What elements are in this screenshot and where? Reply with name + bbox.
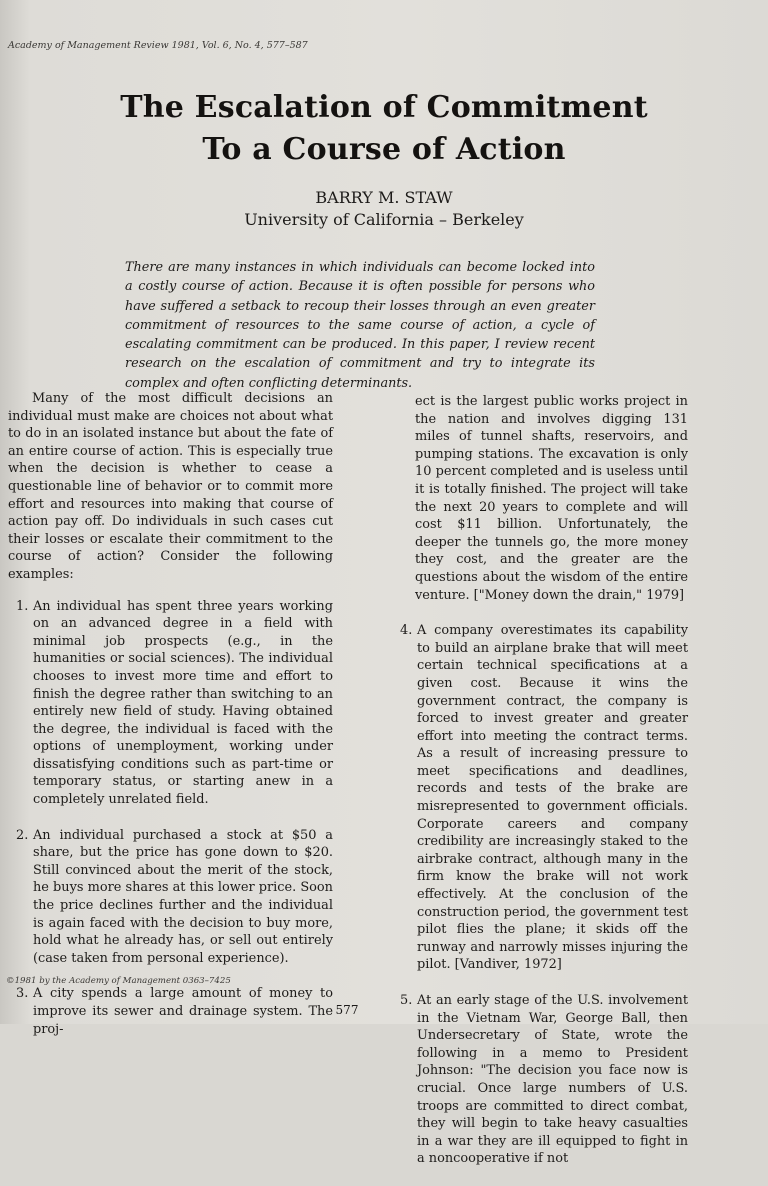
copyright-footnote: ©1981 by the Academy of Management 0363–7425 (6, 976, 231, 986)
list-item (392, 622, 688, 974)
page-number: 577 (335, 1003, 359, 1017)
list-number: 4. (400, 623, 413, 639)
right-column (392, 393, 688, 1186)
list-item (8, 598, 333, 809)
intro-paragraph: Many of the most difficult decisions an individual must make are choices not about what to do in an isolated instance but about the fate of an entire course of action. This is especially true when the decision is whether to cease a questionable line of behavior or to commit more effort and resources into making that course of action pay off. Do individuals in such cases cut their losses or escalate their commitment to the course of action? Consider the following examples: (8, 391, 333, 582)
author-affiliation: University of California – Berkeley (244, 210, 524, 229)
list-item (392, 992, 688, 1168)
list-number: 2. (16, 827, 29, 843)
list-item-text: An individual purchased a stock at $50 a share, but the price has gone down to $20. Still convinced about the merit of the stock, he buys more shares at this lower price. Soon the price declines further and the individual is again faced with the decision to buy more, hold what he already has, or sell out entirely (case taken from personal experience). (33, 827, 333, 966)
list-item-text: At an early stage of the U.S. involvement in the Vietnam War, George Ball, then Undersecretary of State, wrote the following in a memo to President Johnson: "The decision you face now is crucial. Once large numbers of U.S. troops are committed to direct combat, they will begin to take heavy casualties in a war they are ill equipped to fight in a noncooperative if not (417, 993, 688, 1167)
author-name: BARRY M. STAW (315, 188, 453, 207)
abstract: There are many instances in which individuals can become locked into a costly course of action. Because it is often possible for persons who have suffered a setback to recoup their losses through an even greater commitment of resources to the same course of action, a cycle of escalating commitment can be produced. In this paper, I review recent research on the escalation of commitment and try to integrate its complex and often conflicting determinants. (125, 260, 595, 391)
list-number: 1. (16, 598, 29, 614)
list-item-text: An individual has spent three years working on an advanced degree in a field with minimal job prospects (e.g., in the humanities or social sciences). The individual chooses to invest more time and effort to finish the degree rather than switching to an entirely new field of study. Having obtained the degree, the individual is faced with the options of unemployment, working under dissatisfying conditions such as part-time or temporary status, or starting anew in a completely unrelated field. (33, 598, 333, 808)
journal-header: Academy of Management Review 1981, Vol. 6, No. 4, 577–587 (8, 40, 308, 51)
list-item-text: A city spends a large amount of money to improve its sewer and drainage system. The proj- (33, 986, 333, 1037)
list-number: 3. (16, 986, 29, 1002)
article-title-line-1: The Escalation of Commitment (120, 90, 648, 125)
list-item-text: A company overestimates its capability to build an airplane brake that will meet certain technical specifications at a given cost. Because it wins the government contract, the company is forced to invest greater and greater effort into meeting the contract terms. As a result of increasing pressure to meet specifications and deadlines, records and tests of the brake are misrepresented to government officials. Corporate careers and company credibility are increasingly staked to the airbrake contract, although many in the firm know the brake will not work effectively. At the conclusion of the construction period, the government test pilot flies the plane; it skids off the runway and narrowly misses injuring the pilot. [Vandiver, 1972] (417, 623, 688, 973)
article-title-line-2: To a Course of Action (202, 132, 566, 167)
list-item (8, 827, 333, 968)
example-3-continuation: ect is the largest public works project in the nation and involves digging 131 miles of tunnel shafts, reservoirs, and pumping stations. The excavation is only 10 percent completed and is useless until it is totally finished. The project will take the next 20 years to complete and will cost $11 billion. Unfortunately, the deeper the tunnels go, the more money they cost, and the greater are the questions about the wisdom of the entire venture. ["Money down the drain," 1979] (415, 394, 688, 603)
left-column (8, 390, 333, 1056)
list-number: 5. (400, 993, 413, 1008)
